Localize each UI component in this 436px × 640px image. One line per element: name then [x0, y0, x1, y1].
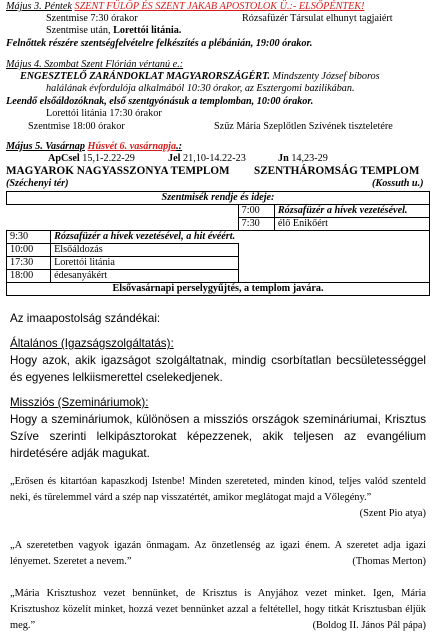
schedule-time: 7:00: [238, 205, 274, 218]
schedule-text: Rózsafüzér a hívek vezetésével.: [274, 205, 429, 218]
general-intention-text: Hogy azok, akik igazságot szolgáltatnak, mindig csorbítatlan becsületességgel és egyenes lelkiismerettel cselekedjenek.: [10, 354, 426, 384]
may3-feast: SZENT FÜLÖP ÉS SZENT JAKAB APOSTOLOK Ü.:- ELSŐPÉNTEK!: [74, 1, 365, 12]
schedule-text: Elsőáldozás: [51, 244, 239, 257]
schedule-time: 18:00: [7, 270, 51, 283]
may4-date: Május 4. Szombat Szent Flórián vértanú e.:: [6, 59, 184, 70]
church-1-name: MAGYAROK NAGYASSZONYA TEMPLOM: [6, 165, 230, 177]
schedule-time: 9:30: [7, 231, 51, 244]
quote-3-author: (Boldog II. János Pál pápa): [312, 620, 426, 631]
may4-first-confession: Leendő elsőáldozóknak, első szentgyónásuk a templomban, 10:00 órakor.: [6, 96, 314, 107]
quote-2: [10, 538, 426, 570]
church-2-name: SZENTHÁROMSÁG TEMPLOM: [254, 165, 420, 177]
reading-1: ApCsel 15,1-2.22-29: [48, 153, 135, 164]
may3-date: Május 3. Péntek: [6, 1, 72, 12]
schedule-text: élő Enikőért: [274, 218, 429, 231]
schedule-footer: Elsővasárnapi perselygyűjtés, a templom javára.: [7, 283, 430, 296]
mass-schedule-table: [6, 191, 430, 296]
schedule-text: Rózsafüzér a hívek vezetésével, a hit évéért.: [51, 231, 239, 244]
may3-after-mass: Szentmise után, Lorettói litánia.: [46, 25, 182, 36]
mission-intention-title: Missziós (Szemináriumok):: [10, 396, 149, 409]
may4-litany: Lorettói litánia 17:30 órakor: [46, 108, 162, 119]
schedule-time: 10:00: [7, 244, 51, 257]
may3-adult-prep: Felnőttek részére szentségfelvételre felkészítés a plébánián, 19:00 órakor.: [6, 38, 313, 49]
quote-2-text: „A szeretetben vagyok igazán önmagam. Az önzetlenség az igazi énem. A szeretet adja igazi lényemet. Szeretet a nevem.”: [10, 540, 426, 567]
may4-pilgrimage-detail: halálának évfordulója alkalmából 10:30 órakor, az Esztergomi bazilikában.: [46, 83, 355, 94]
may4-mass: Szentmise 18:00 órakor: [28, 121, 125, 132]
may4-mass-intention: Szűz Mária Szeplőtlen Szívének tiszteletére: [214, 121, 393, 132]
may3-mass-intention: Rózsafüzér Társulat elhunyt tagjaiért: [242, 13, 393, 24]
church-1-location: (Széchenyi tér): [6, 178, 69, 189]
may3-heading: [6, 1, 364, 13]
schedule-text: édesanyákért: [51, 270, 239, 283]
quote-1: [10, 474, 426, 522]
schedule-text: Lorettói litánia: [51, 257, 239, 270]
reading-3: Jn 14,23-29: [278, 153, 328, 164]
mission-intention-text: Hogy a szemináriumok, különösen a missziós országok szemináriumai, Krisztus Szíve szerinti lelkipásztorokat képezzenek, akik teljesen az evangélium hirdetésére adják magukat.: [10, 413, 426, 460]
schedule-header: Szentmisék rendje és ideje:: [7, 192, 430, 205]
quote-3-text: „Mária Krisztushoz vezet bennünket, de Krisztus is Anyjához vezet minket. Igen, Mária Krisztushoz közelít minket, hozzá vezet bennünket azzal a feltétellel, hogy titkát Krisztusban éljük meg.”: [10, 588, 426, 631]
intentions-heading: Az imaapostolság szándékai:: [10, 312, 161, 325]
may3-mass: Szentmise 7:30 órakor: [46, 13, 138, 24]
quote-1-text: „Erősen és kitartóan kapaszkodj Istenbe! Minden szereteted, minden kínod, teljes valód szenteld neki, és türelemmel várd a szép nap visszatértét, amikor meglátogat majd a Vőlegény.”: [10, 476, 426, 503]
may4-pilgrimage: ENGESZTELŐ ZARÁNDOKLAT MAGYARORSZÁGÉRT. Mindszenty József bíboros: [20, 71, 380, 82]
may5-heading: Május 5. Vasárnap Húsvét 6. vasárnapja.:: [6, 141, 183, 152]
quote-2-author: (Thomas Merton): [352, 556, 426, 567]
schedule-time: 17:30: [7, 257, 51, 270]
quote-3: [10, 586, 426, 634]
general-intention-title: Általános (Igazságszolgáltatás):: [10, 337, 174, 350]
schedule-time: 7:30: [238, 218, 274, 231]
church-2-location: (Kossuth u.): [372, 178, 424, 189]
quote-1-author: (Szent Pio atya): [359, 508, 426, 519]
reading-2: Jel 21,10-14.22-23: [168, 153, 246, 164]
